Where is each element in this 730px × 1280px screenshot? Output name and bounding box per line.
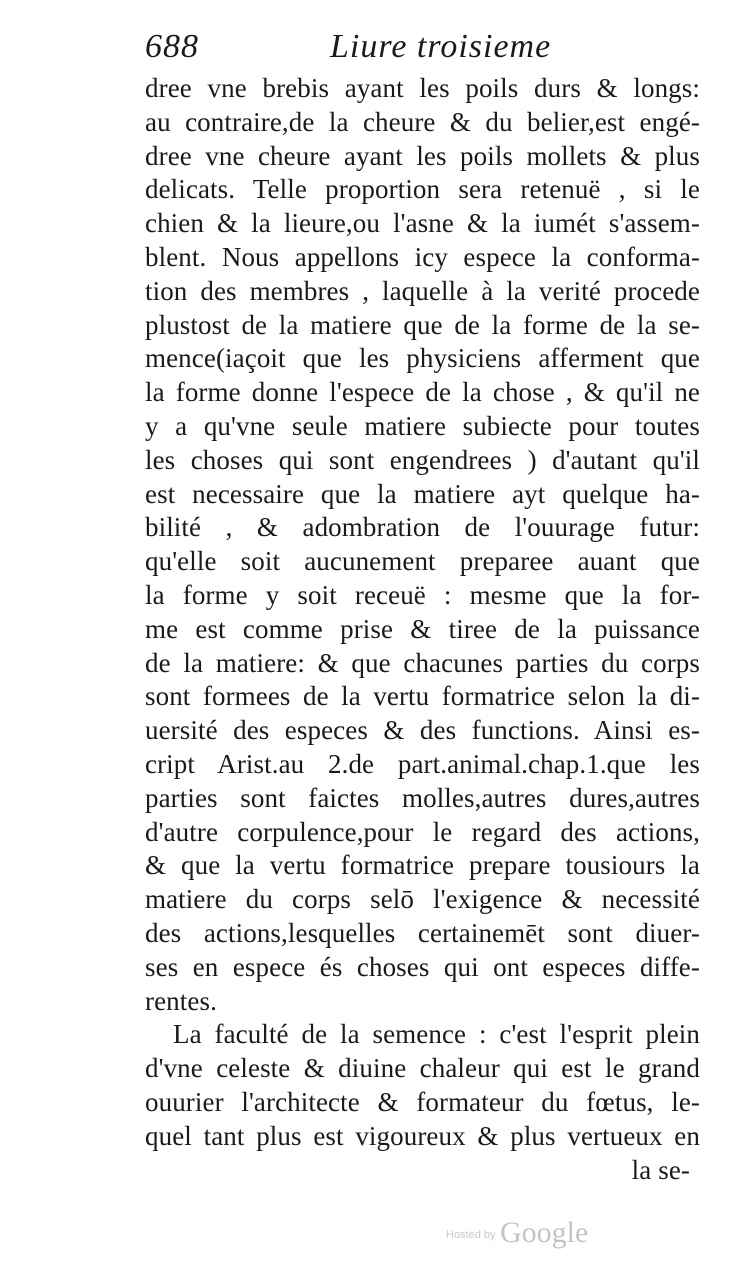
watermark-google-logo: Google bbox=[499, 1216, 589, 1249]
text-line: est necessaire que la matiere ayt quelque ha- bbox=[145, 478, 700, 509]
text-line: ouurier l'architecte & formateur du fœtus, le- bbox=[145, 1086, 700, 1117]
text-line: plustost de la matiere que de la forme de la se- bbox=[145, 309, 700, 340]
text-line: qu'elle soit aucunement preparee auant que bbox=[145, 546, 700, 577]
paragraph-first-line: La faculté de la semence : c'est l'esprit plein bbox=[173, 1019, 700, 1050]
text-line: rentes. bbox=[145, 985, 217, 1016]
watermark-hosted-by: Hosted by bbox=[446, 1229, 496, 1241]
text-line: de la matiere: & que chacunes parties du corps bbox=[145, 647, 700, 678]
text-line: au contraire,de la cheure & du belier,est engé- bbox=[145, 106, 700, 137]
text-line: les choses qui sont engendrees ) d'autant qu'il bbox=[145, 444, 700, 475]
text-line: des actions,lesquelles certainemēt sont diuer- bbox=[145, 917, 700, 948]
catchword: la se- bbox=[631, 1154, 690, 1185]
google-watermark bbox=[446, 1216, 588, 1250]
text-line: tion des membres , laquelle à la verité procede bbox=[145, 275, 700, 306]
text-line: la forme donne l'espece de la chose , & qu'il ne bbox=[145, 377, 700, 408]
text-line: & que la vertu formatrice prepare tousiours la bbox=[145, 850, 700, 881]
text-line: ses en espece és choses qui ont especes diffe- bbox=[145, 951, 700, 982]
body-text bbox=[145, 72, 700, 1187]
text-line: chien & la lieure,ou l'asne & la iumét s'assem- bbox=[145, 208, 700, 239]
text-line: uersité des especes & des functions. Ainsi es- bbox=[145, 715, 700, 746]
text-line: matiere du corps selō l'exigence & necessité bbox=[145, 884, 700, 915]
text-line: cript Arist.au 2.de part.animal.chap.1.que les bbox=[145, 748, 700, 779]
page-header bbox=[145, 28, 695, 78]
text-line: parties sont faictes molles,autres dures,autres bbox=[145, 782, 700, 813]
page-number: 688 bbox=[145, 28, 199, 65]
text-line: sont formees de la vertu formatrice selon la di- bbox=[145, 681, 700, 712]
text-line: dree vne cheure ayant les poils mollets & plus bbox=[145, 140, 700, 171]
running-title: Liure troisieme bbox=[330, 28, 552, 65]
text-line: me est comme prise & tiree de la puissance bbox=[145, 613, 700, 644]
text-line: quel tant plus est vigoureux & plus vertueux en bbox=[145, 1120, 700, 1151]
text-line: blent. Nous appellons icy espece la conforma- bbox=[145, 241, 700, 272]
text-line: dree vne brebis ayant les poils durs & longs: bbox=[145, 73, 700, 103]
text-line: mence(iaçoit que les physiciens afferment que bbox=[145, 343, 700, 374]
text-line: bilité , & adombration de l'ouurage futur: bbox=[145, 512, 700, 543]
text-line: delicats. Telle proportion sera retenuë , si le bbox=[145, 174, 700, 205]
text-line: y a qu'vne seule matiere subiecte pour toutes bbox=[145, 410, 700, 441]
text-line: la forme y soit receuë : mesme que la for- bbox=[145, 579, 700, 610]
text-line: d'vne celeste & diuine chaleur qui est le grand bbox=[145, 1053, 700, 1084]
text-line: d'autre corpulence,pour le regard des actions, bbox=[145, 816, 700, 847]
